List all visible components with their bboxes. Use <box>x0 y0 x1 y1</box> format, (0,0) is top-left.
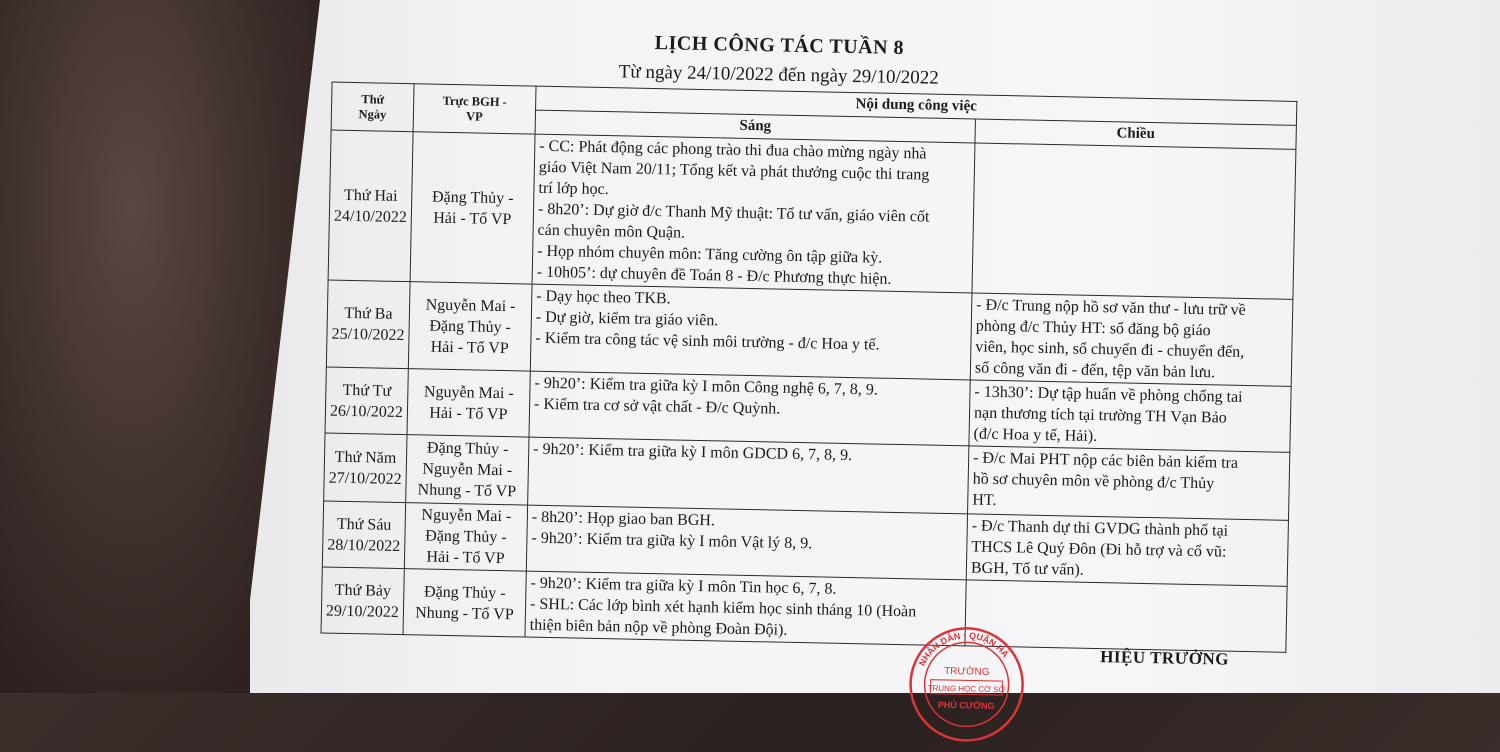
schedule-table <box>321 82 1298 653</box>
afternoon-task-line: (đ/c Hoa y tế, Hải). <box>973 425 1098 445</box>
day-cell <box>326 280 410 369</box>
duty-line: Đặng Thủy - <box>429 317 512 336</box>
document-subtitle: Từ ngày 24/10/2022 đến ngày 29/10/2022 <box>618 61 940 89</box>
duty-line: Hải - Tổ VP <box>426 548 505 568</box>
afternoon-task-line: - Đ/c Mai PHT nộp các biên bản kiểm tra <box>972 449 1239 472</box>
duty-line: Nguyễn Mai - <box>423 382 514 402</box>
duty-line: Nguyễn Mai - <box>421 506 512 526</box>
svg-text:TRƯỜNG: TRƯỜNG <box>944 665 990 678</box>
afternoon-cell <box>972 143 1296 299</box>
svg-text:TRUNG HỌC CƠ SỞ: TRUNG HỌC CƠ SỞ <box>927 683 1006 695</box>
schedule-rows <box>321 130 1296 652</box>
day-cell-day: Thứ Ba <box>344 304 393 323</box>
day-cell <box>328 130 413 282</box>
morning-task-line: - 9h20’: Kiểm tra giữa kỳ I môn Tin học 6, 7, 8. <box>530 574 837 598</box>
duty-line: Đặng Thủy - <box>426 439 509 459</box>
morning-task-line: - CC: Phát động các phong trào thi đua chào mừng ngày nhà <box>539 137 927 163</box>
day-cell-day: Thứ Tư <box>342 381 392 400</box>
morning-task-line: - Dự giờ, kiểm tra giáo viên. <box>535 308 719 330</box>
duty-line: Đặng Thủy - <box>423 583 506 602</box>
day-cell-date: 25/10/2022 <box>331 325 405 345</box>
day-cell <box>325 367 408 435</box>
day-cell <box>324 433 407 503</box>
duty-cell <box>404 503 527 571</box>
morning-cell <box>532 134 975 293</box>
header-morning: Sáng <box>535 110 975 143</box>
afternoon-task-line: hồ sơ chuyên môn về phòng đ/c Thủy <box>972 470 1215 493</box>
duty-cell <box>408 282 532 371</box>
svg-text:PHÚ CƯỜNG: PHÚ CƯỜNG <box>937 699 995 711</box>
day-cell-date: 27/10/2022 <box>328 469 402 488</box>
header-afternoon: Chiều <box>975 119 1296 149</box>
morning-task-line: - Kiểm tra cơ sở vật chất - Đ/c Quỳnh. <box>533 395 781 418</box>
duty-cell <box>403 569 526 637</box>
duty-line: Hải - Tổ VP <box>430 338 509 357</box>
afternoon-cell <box>970 293 1293 386</box>
morning-cell <box>526 505 967 580</box>
morning-task-line: - 8h20’: Họp giao ban BGH. <box>531 508 716 530</box>
afternoon-task-line: - Đ/c Thanh dự thi GVDG thành phố tại <box>971 517 1229 540</box>
header-duty: Trực BGH - VP <box>413 84 536 134</box>
morning-cell <box>525 571 966 646</box>
document-title: LỊCH CÔNG TÁC TUẦN 8 <box>654 32 905 60</box>
afternoon-cell <box>968 446 1290 520</box>
afternoon-task-line: nạn thương tích tại trường TH Vạn Bảo <box>973 404 1227 427</box>
afternoon-task-line: - 13h30’: Dự tập huấn về phòng chống tai <box>974 383 1243 406</box>
day-cell-day: Thứ Sáu <box>336 515 392 534</box>
duty-line: Đặng Thủy - <box>425 527 507 547</box>
morning-task-line: - Họp nhóm chuyên môn: Tăng cường ôn tập giữa kỳ. <box>537 242 883 267</box>
morning-task-line: - Kiểm tra công tác vệ sinh môi trường - đ/c Hoa y tế. <box>535 329 880 354</box>
morning-cell <box>530 284 972 380</box>
duty-line: Nhung - Tổ VP <box>415 603 514 623</box>
day-cell-day: Thứ Bảy <box>334 581 392 600</box>
svg-text:NHÂN DÂN · QUẬN HÀ: NHÂN DÂN · QUẬN HÀ <box>916 630 1011 668</box>
afternoon-task-line: BGH, Tổ tư vấn). <box>970 559 1084 579</box>
morning-task-line: - 10h05’: dự chuyên đề Toán 8 - Đ/c Phương thực hiện. <box>536 263 892 288</box>
morning-task-line: - SHL: Các lớp bình xét hạnh kiểm học sinh tháng 10 (Hoàn <box>529 595 917 621</box>
duty-line: Nguyễn Mai - <box>425 295 516 315</box>
afternoon-task-line: sổ công văn đi - đến, tệp văn bản lưu. <box>974 359 1216 382</box>
afternoon-task-line: THCS Lê Quý Đôn (Đi hỗ trợ và cổ vũ: <box>971 538 1227 561</box>
duty-line: Hải - Tổ VP <box>429 404 508 423</box>
morning-cell <box>528 437 969 514</box>
day-cell-date: 24/10/2022 <box>333 207 407 226</box>
morning-task-line: - 9h20’: Kiểm tra giữa kỳ I môn GDCD 6, 7, 8, 9. <box>533 440 853 465</box>
afternoon-task-line: HT. <box>972 491 997 509</box>
duty-line: Đặng Thủy - <box>431 188 514 207</box>
morning-task-line: trí lớp học. <box>538 179 609 199</box>
afternoon-task-line: - Đ/c Trung nộp hồ sơ văn thư - lưu trữ về <box>976 296 1246 319</box>
duty-cell <box>406 435 529 505</box>
duty-cell <box>410 132 535 284</box>
schedule-document <box>241 10 1354 712</box>
day-cell-date: 26/10/2022 <box>329 402 404 421</box>
header-content: Nội dung công việc <box>536 86 1297 125</box>
duty-line: Hải - Tổ VP <box>433 209 512 228</box>
morning-task-line: - 9h20’: Kiểm tra giữa kỳ I môn Vật lý 8, 9. <box>531 529 813 553</box>
morning-task-line: thiện biên bản nộp về phòng Đoàn Đội). <box>529 616 788 639</box>
day-cell-day: Thứ Hai <box>343 186 398 205</box>
day-cell <box>322 501 405 569</box>
morning-cell <box>529 371 970 446</box>
afternoon-cell <box>966 514 1288 586</box>
morning-task-line: giáo Việt Nam 20/11; Tổng kết và phát thưởng cuộc thi trang <box>538 158 930 184</box>
day-cell-date: 29/10/2022 <box>325 602 400 621</box>
morning-task-line: - 9h20’: Kiểm tra giữa kỳ I môn Công nghệ 6, 7, 8, 9. <box>534 374 878 399</box>
day-cell-date: 28/10/2022 <box>327 536 401 555</box>
day-cell <box>321 567 404 635</box>
header-day: Thứ Ngày <box>331 82 414 132</box>
official-seal-stamp <box>905 623 1027 745</box>
duty-line: Nguyễn Mai - <box>422 460 513 480</box>
afternoon-cell <box>969 380 1291 452</box>
afternoon-task-line: viên, học sinh, sổ chuyển đi - chuyển đến, <box>975 338 1245 361</box>
signature-title: HIỆU TRƯỞNG <box>1100 647 1230 669</box>
duty-line: Nhung - Tổ VP <box>417 481 517 501</box>
morning-task-line: cán chuyên môn Quận. <box>537 221 686 242</box>
morning-task-line: - Dạy học theo TKB. <box>536 287 671 308</box>
duty-cell <box>407 369 530 437</box>
schedule-row <box>328 130 1296 299</box>
day-cell-day: Thứ Năm <box>334 448 397 467</box>
morning-task-line: - 8h20’: Dự giờ đ/c Thanh Mỹ thuật: Tổ tư vấn, giáo viên cốt <box>537 200 930 226</box>
afternoon-task-line: phòng đ/c Thủy HT: sổ đăng bộ giáo <box>975 317 1211 340</box>
